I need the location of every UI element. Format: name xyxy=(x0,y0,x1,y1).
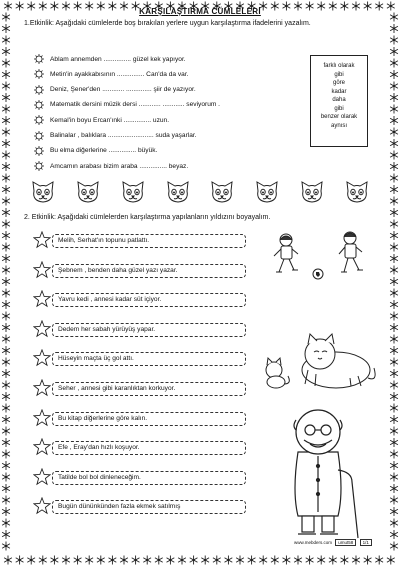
activity2-sentence-row xyxy=(34,412,250,426)
sentence-text: Şebnem , benden daha güzel yazı yazar. xyxy=(58,266,178,274)
cat-face-icon xyxy=(30,181,56,203)
snowflake-icon xyxy=(2,139,10,148)
cat-face-icon xyxy=(299,181,325,203)
page-title: KARŞILAŞTIRMA CÜMLELERİ xyxy=(139,7,261,16)
snowflake-icon xyxy=(2,116,10,125)
snowflake-icon xyxy=(132,556,140,565)
snowflake-icon xyxy=(74,556,82,565)
snowflake-icon xyxy=(4,556,12,565)
snowflake-icon xyxy=(390,530,398,539)
snowflake-icon xyxy=(271,556,279,565)
snowflake-icon xyxy=(390,358,398,367)
snowflake-icon xyxy=(2,450,10,459)
snowflake-icon xyxy=(341,556,349,565)
snowflake-icon xyxy=(2,461,10,470)
snowflake-icon xyxy=(390,185,398,194)
sun-icon xyxy=(34,131,44,141)
snowflake-icon xyxy=(2,381,10,390)
snowflake-icon xyxy=(390,243,398,252)
snowflake-icon xyxy=(190,556,198,565)
sun-icon xyxy=(34,100,44,110)
snowflake-icon xyxy=(2,519,10,528)
snowflake-icon xyxy=(2,185,10,194)
snowflake-icon xyxy=(390,392,398,401)
snowflake-icon xyxy=(390,507,398,516)
activity1-sentence xyxy=(34,130,197,142)
word-option: aynısı xyxy=(330,122,347,129)
snowflake-icon xyxy=(390,220,398,229)
sentence-text: Tatilde bol bol dinleneceğim. xyxy=(58,473,141,481)
sentence-text: Bu kitap diğerlerine göre kalın. xyxy=(58,414,148,422)
snowflake-icon xyxy=(390,254,398,263)
snowflake-icon xyxy=(248,556,256,565)
snowflake-icon xyxy=(390,93,398,102)
activity1-sentence xyxy=(34,68,189,80)
activity2-sentence-row xyxy=(34,264,250,278)
snowflake-icon xyxy=(213,556,221,565)
snowflake-icon xyxy=(2,47,10,56)
snowflake-icon xyxy=(390,427,398,436)
snowflake-icon xyxy=(2,105,10,114)
snowflake-icon xyxy=(2,484,10,493)
sentence-text: Metin'in ayakkabısının ............... Can'da da var. xyxy=(50,70,189,78)
word-option: kadar xyxy=(331,88,347,95)
snowflake-icon xyxy=(306,556,314,565)
snowflake-icon xyxy=(2,358,10,367)
snowflake-icon xyxy=(390,404,398,413)
snowflake-icon xyxy=(2,542,10,551)
snowflake-icon xyxy=(2,438,10,447)
sentence-text: Bu elma diğerlerine ............... büyük. xyxy=(50,147,158,155)
boys-playing-football-illustration xyxy=(262,230,382,282)
star-icon[interactable] xyxy=(33,231,51,249)
snowflake-icon xyxy=(390,47,398,56)
activity1-sentence xyxy=(34,84,196,96)
snowflake-icon xyxy=(390,438,398,447)
snowflake-icon xyxy=(390,461,398,470)
snowflake-icon xyxy=(2,404,10,413)
snowflake-icon xyxy=(143,556,151,565)
snowflake-icon xyxy=(329,556,337,565)
activity1-instruction: 1.Etkinlik: Aşağıdaki cümlelerde boş bırakılan yerlere uygun karşılaştırma ifadelerini yazalım. xyxy=(24,20,311,27)
snowflake-icon xyxy=(2,289,10,298)
word-option: gibi xyxy=(334,71,344,78)
star-icon[interactable] xyxy=(33,438,51,456)
snowflake-icon xyxy=(364,556,372,565)
activity2-sentence-row xyxy=(34,500,250,514)
snowflake-icon xyxy=(2,151,10,160)
star-icon[interactable] xyxy=(33,379,51,397)
word-option: gibi xyxy=(334,105,344,112)
sun-icon xyxy=(34,69,44,79)
snowflake-icon xyxy=(390,335,398,344)
footer xyxy=(294,540,372,545)
star-icon[interactable] xyxy=(33,468,51,486)
snowflake-icon xyxy=(390,519,398,528)
snowflake-icon xyxy=(390,174,398,183)
snowflake-icon xyxy=(178,556,186,565)
sun-icon xyxy=(34,146,44,156)
snowflake-icon xyxy=(2,427,10,436)
snowflake-icon xyxy=(2,36,10,45)
snowflake-icon xyxy=(390,346,398,355)
snowflake-icon xyxy=(390,473,398,482)
snowflake-icon xyxy=(390,105,398,114)
snowflake-icon xyxy=(225,556,233,565)
snowflake-icon xyxy=(2,162,10,171)
sentence-text: Seher , annesi gibi karanlıktan korkuyor. xyxy=(58,385,176,392)
snowflake-icon xyxy=(109,556,117,565)
snowflake-icon xyxy=(155,556,163,565)
snowflake-icon xyxy=(352,556,360,565)
snowflake-icon xyxy=(283,556,291,565)
snowflake-icon xyxy=(390,450,398,459)
snowflake-icon xyxy=(2,369,10,378)
snowflake-icon xyxy=(2,128,10,137)
snowflake-icon xyxy=(2,231,10,240)
snowflake-icon xyxy=(390,208,398,217)
snowflake-icon xyxy=(2,312,10,321)
snowflake-icon xyxy=(62,556,70,565)
activity2-sentence-row xyxy=(34,293,250,307)
cat-faces-row xyxy=(30,181,370,203)
snowflake-icon xyxy=(390,82,398,91)
snowflake-icon xyxy=(39,556,47,565)
snowflake-icon xyxy=(16,556,24,565)
word-option: benzer olarak xyxy=(320,114,358,120)
snowflake-icon xyxy=(390,542,398,551)
snowflake-icon xyxy=(2,415,10,424)
sentence-text: Bugün dününkünden fazla ekmek satılmış xyxy=(58,503,181,511)
snowflake-icon xyxy=(390,116,398,125)
snowflake-icon xyxy=(390,231,398,240)
snowflake-icon xyxy=(2,346,10,355)
snowflake-icon xyxy=(2,220,10,229)
snowflake-icon xyxy=(201,556,209,565)
snowflake-icon xyxy=(390,128,398,137)
cat-face-icon xyxy=(75,181,101,203)
snowflake-icon xyxy=(390,369,398,378)
star-icon[interactable] xyxy=(33,497,51,515)
cat-face-icon xyxy=(344,181,370,203)
activity2-sentence-row xyxy=(34,234,250,248)
snowflake-icon xyxy=(390,151,398,160)
activity2-sentence-row xyxy=(34,382,250,396)
snowflake-icon xyxy=(2,496,10,505)
sentence-text: Ablam annemden ............... güzel kek yapıyor. xyxy=(50,55,186,63)
snowflake-icon xyxy=(2,174,10,183)
snowflake-icon xyxy=(2,59,10,68)
snowflake-icon xyxy=(390,289,398,298)
sentence-text: Efe , Eray'dan hızlı koşuyor. xyxy=(58,444,140,452)
star-icon[interactable] xyxy=(33,320,51,338)
sentence-text: Kemal'in boyu Ercan'ınki ............... uzun. xyxy=(50,116,170,124)
cat-face-icon xyxy=(254,181,280,203)
snowflake-icon xyxy=(97,556,105,565)
snowflake-icon xyxy=(390,381,398,390)
snowflake-icon xyxy=(2,323,10,332)
snowflake-icon xyxy=(259,556,267,565)
snowflake-icon xyxy=(390,70,398,79)
footer-tag: umut58 xyxy=(335,539,356,546)
snowflake-icon xyxy=(2,530,10,539)
sentence-text: Hüseyin maçta üç gol attı. xyxy=(58,355,134,363)
snowflake-icon xyxy=(390,496,398,505)
snowflake-icon xyxy=(2,507,10,516)
snowflake-icon xyxy=(390,59,398,68)
activity1-sentence xyxy=(34,99,220,111)
snowflake-icon xyxy=(390,484,398,493)
sentence-text: Yavru kedi , annesi kadar süt içiyor. xyxy=(58,296,162,304)
word-option: göre xyxy=(332,80,345,86)
cats-illustration xyxy=(258,330,380,392)
word-box xyxy=(310,55,368,147)
snowflake-icon xyxy=(2,197,10,206)
snowflake-icon xyxy=(85,556,93,565)
sun-icon xyxy=(34,54,44,64)
activity1-sentence xyxy=(34,160,188,172)
star-icon[interactable] xyxy=(33,290,51,308)
star-icon[interactable] xyxy=(33,409,51,427)
snowflake-icon xyxy=(390,300,398,309)
activity2-instruction: 2. Etkinlik: Aşağıdaki cümlelerden karşılaştırma yapılanların yıldızını boyayalım. xyxy=(24,214,271,221)
word-option: daha xyxy=(332,97,346,103)
cat-face-icon xyxy=(120,181,146,203)
snowflake-icon xyxy=(2,277,10,286)
snowflake-icon xyxy=(2,254,10,263)
snowflake-icon xyxy=(27,556,35,565)
grandfather-with-cane-illustration xyxy=(268,400,363,540)
word-option: farklı olarak xyxy=(323,63,355,69)
snowflake-icon xyxy=(120,556,128,565)
snowflake-icon xyxy=(390,415,398,424)
sun-icon xyxy=(34,85,44,95)
footer-site: www.mebders.com xyxy=(294,540,333,545)
snowflake-icon xyxy=(390,312,398,321)
sentence-text: Matematik dersini müzik dersi ............ ............ seviyorum . xyxy=(50,101,221,109)
sun-icon xyxy=(34,115,44,125)
snowflake-icon xyxy=(167,556,175,565)
snowflake-icon xyxy=(294,556,302,565)
activity2-sentence-row xyxy=(34,441,250,455)
snowflake-icon xyxy=(390,197,398,206)
snowflake-icon xyxy=(390,266,398,275)
sentence-text: Melih, Serhat'ın topunu patlattı. xyxy=(58,237,150,244)
activity2-sentence-row xyxy=(34,352,250,366)
snowflake-icon xyxy=(375,556,383,565)
snowflake-icon xyxy=(2,70,10,79)
cat-face-icon xyxy=(165,181,191,203)
snowflake-icon xyxy=(390,36,398,45)
snowflake-icon xyxy=(2,392,10,401)
footer-page: 1/1 xyxy=(360,539,372,546)
sun-icon xyxy=(34,161,44,171)
snowflake-icon xyxy=(2,335,10,344)
activity1-sentence xyxy=(34,53,186,65)
snowflake-icon xyxy=(390,323,398,332)
snowflake-icon xyxy=(2,300,10,309)
activity2-sentence-row xyxy=(34,323,250,337)
cat-face-icon xyxy=(209,181,235,203)
activity1-sentence xyxy=(34,114,169,126)
snowflake-icon xyxy=(2,473,10,482)
snowflake-icon xyxy=(390,24,398,33)
snowflake-icon xyxy=(2,208,10,217)
sentence-text: Balinalar , balıklara ......................... suda yaşarlar. xyxy=(50,132,197,139)
snowflake-icon xyxy=(317,556,325,565)
snowflake-icon xyxy=(390,277,398,286)
star-icon[interactable] xyxy=(33,349,51,367)
snowflake-icon xyxy=(236,556,244,565)
snowflake-icon xyxy=(2,93,10,102)
sentence-text: Amcamın arabası bizim araba ............... beyaz. xyxy=(50,162,189,170)
star-icon[interactable] xyxy=(33,261,51,279)
snowflake-icon xyxy=(51,556,59,565)
snowflake-icon xyxy=(2,266,10,275)
snowflake-icon xyxy=(2,82,10,91)
activity2-sentence-row xyxy=(34,471,250,485)
sentence-text: Deniz, Şener'den ............ .............. şiir de yazıyor. xyxy=(50,86,196,94)
snowflake-icon xyxy=(390,162,398,171)
activity1-sentence xyxy=(34,145,157,157)
sentence-text: Dedem her sabah yürüyüş yapar. xyxy=(58,325,156,333)
snowflake-icon xyxy=(2,24,10,33)
snowflake-icon xyxy=(390,139,398,148)
snowflake-icon xyxy=(2,243,10,252)
snowflake-icon xyxy=(387,556,395,565)
